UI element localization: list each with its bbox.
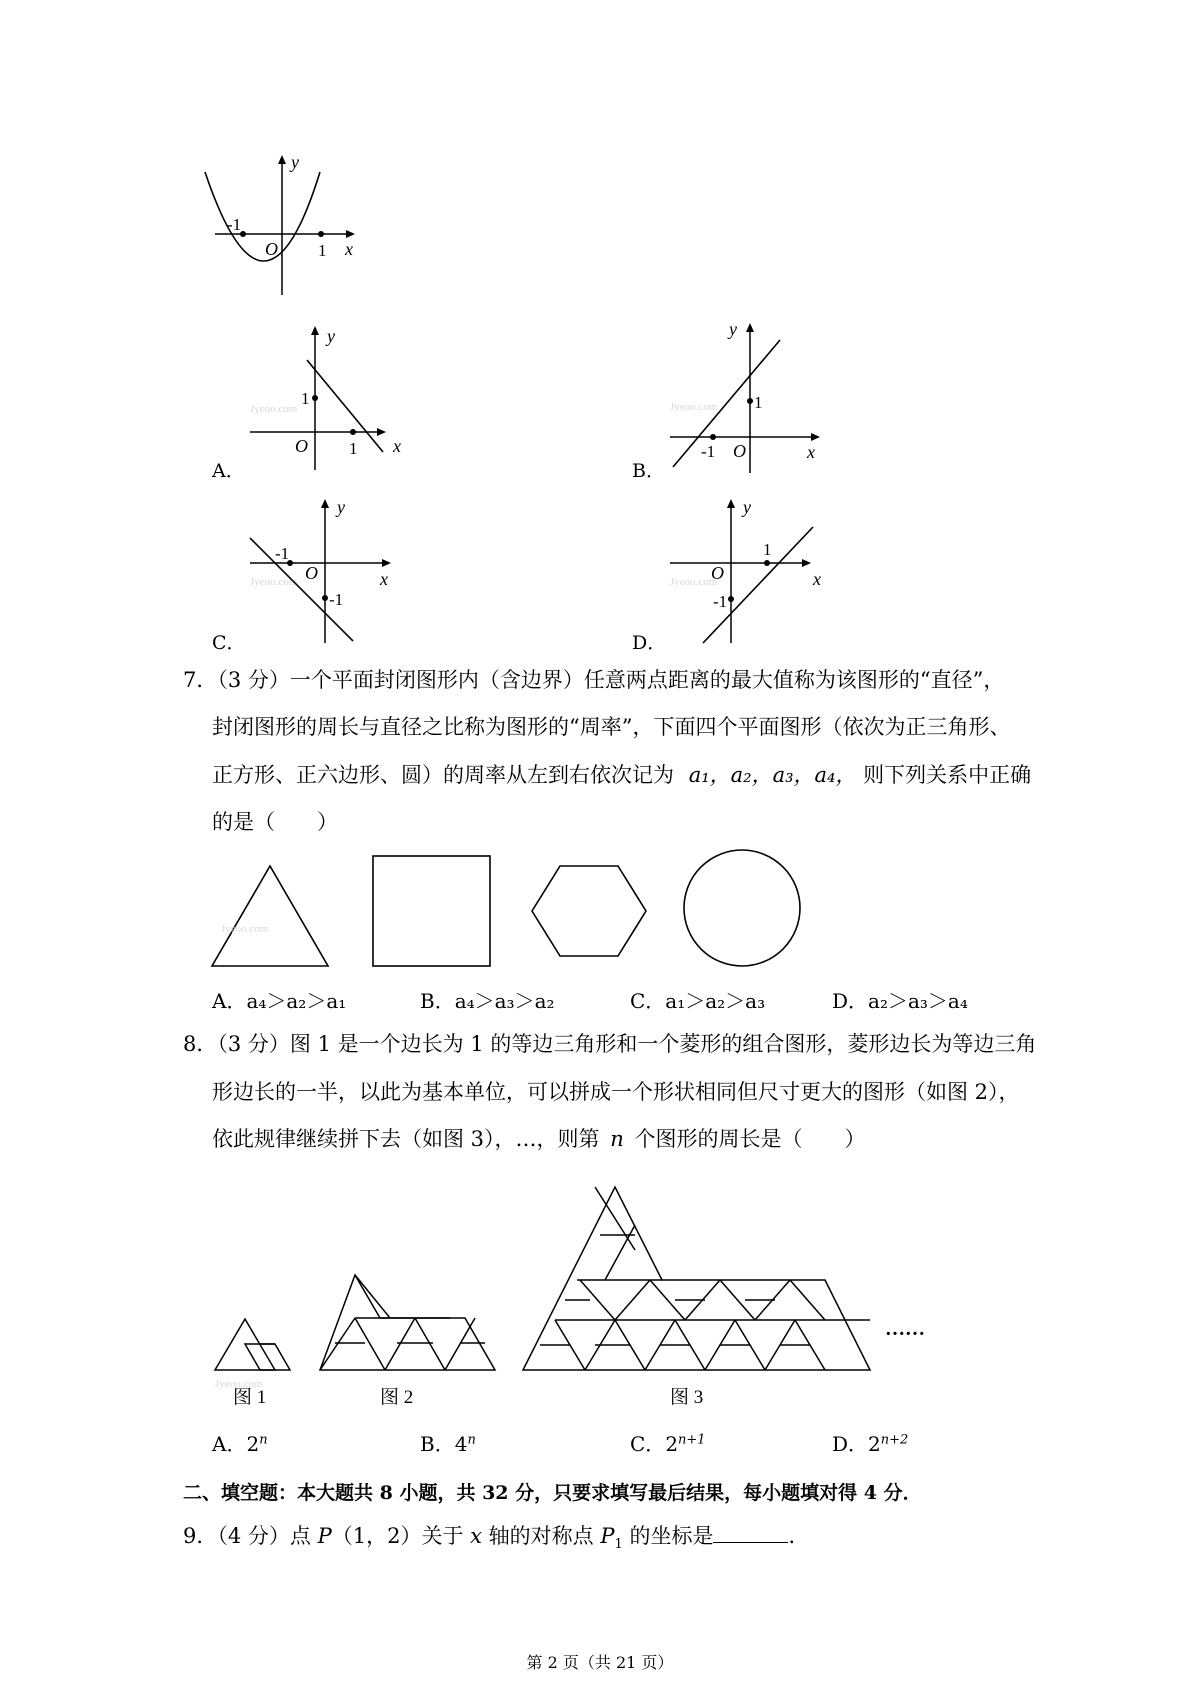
q7-option-b[interactable]: B．a₄＞a₃＞a₂ bbox=[420, 989, 555, 1013]
watermark: Jyeoo.com bbox=[670, 401, 718, 413]
parabola-graph bbox=[205, 150, 365, 300]
watermark: Jyeoo.com bbox=[250, 576, 298, 588]
q7-option-a[interactable]: A．a₄＞a₂＞a₁ bbox=[212, 989, 347, 1013]
watermark: Jyeoo.com bbox=[670, 576, 718, 588]
origin-label: O bbox=[305, 563, 318, 583]
q7-line-3 bbox=[212, 761, 1031, 789]
x-axis-label: x bbox=[807, 442, 815, 462]
q8-line-3 bbox=[212, 1125, 865, 1153]
y-axis-label: y bbox=[337, 497, 345, 517]
q9-mid: 轴的对称点 bbox=[488, 1524, 594, 1548]
figure-1 bbox=[215, 1319, 290, 1370]
q8-option-b-exp: n bbox=[467, 1432, 476, 1448]
q8-line-3-a: 依此规律继续拼下去（如图 3），…，则第 bbox=[212, 1127, 600, 1151]
q8-options bbox=[212, 1428, 1012, 1460]
q8-option-a[interactable] bbox=[212, 1428, 268, 1457]
x-axis-label: x bbox=[345, 239, 353, 259]
x-axis-label: x bbox=[380, 569, 388, 589]
q8-option-b-base: 4 bbox=[454, 1432, 468, 1456]
q9-point-p1: P bbox=[600, 1524, 615, 1548]
figure-2 bbox=[320, 1275, 495, 1370]
q8-option-c-exp: n+1 bbox=[678, 1432, 706, 1448]
tick-label: 1 bbox=[349, 439, 358, 458]
watermark: Jyeoo.com bbox=[250, 403, 298, 415]
answer-blank[interactable] bbox=[713, 1524, 788, 1543]
q9-end: ． bbox=[788, 1524, 810, 1548]
q9-axis-x: x bbox=[470, 1524, 482, 1548]
q9-point-p: P bbox=[317, 1524, 332, 1548]
equilateral-triangle bbox=[212, 866, 328, 966]
y-axis-label: y bbox=[291, 152, 299, 172]
q8-option-d-label: D． bbox=[832, 1432, 869, 1456]
option-c-label: C． bbox=[212, 632, 246, 654]
q7-line-2: 封闭图形的周长与直径之比称为图形的“周率”，下面四个平面图形（依次为正三角形、 bbox=[212, 715, 1011, 739]
x-axis-label: x bbox=[813, 569, 821, 589]
figure-3 bbox=[523, 1187, 870, 1370]
watermark: Jyeoo.com bbox=[215, 1378, 263, 1390]
q9-point-p1-sub: 1 bbox=[614, 1537, 623, 1553]
q8-option-c-base: 2 bbox=[665, 1432, 679, 1456]
tick-label: -1 bbox=[275, 544, 290, 563]
q8-option-c-label: C． bbox=[630, 1432, 666, 1456]
q8-line-1: 8．（3 分）图 1 是一个边长为 1 的等边三角形和一个菱形的组合图形，菱形边长为等边三角 bbox=[183, 1032, 1037, 1056]
tick-label: 1 bbox=[754, 393, 763, 412]
origin-label: O bbox=[265, 239, 278, 259]
q7-shapes bbox=[205, 848, 825, 978]
x-axis-label: x bbox=[393, 436, 401, 456]
q9-prefix: 9．（4 分）点 bbox=[183, 1524, 311, 1548]
q9-line bbox=[183, 1522, 809, 1559]
q7-option-c[interactable]: C．a₁＞a₂＞a₃ bbox=[630, 989, 766, 1013]
q9-tail: 的坐标是 bbox=[629, 1524, 714, 1548]
q8-option-d[interactable] bbox=[832, 1428, 908, 1457]
page-footer: 第 2 页（共 21 页） bbox=[526, 1653, 674, 1672]
figure-label: 图 1 bbox=[233, 1387, 267, 1408]
q8-option-c[interactable] bbox=[630, 1428, 706, 1457]
q8-line-3-b: 个图形的周长是（ ） bbox=[634, 1127, 866, 1151]
tick-label: -1 bbox=[713, 592, 728, 611]
q8-tiling-figures bbox=[205, 1165, 965, 1408]
option-a-graph bbox=[245, 320, 405, 475]
q7-line-4: 的是（ ） bbox=[212, 810, 338, 834]
option-d-graph bbox=[665, 493, 835, 648]
q8-option-a-exp: n bbox=[259, 1432, 268, 1448]
q8-option-b[interactable] bbox=[420, 1428, 476, 1457]
origin-label: O bbox=[733, 441, 746, 461]
q7-vars: a₁，a₂，a₃，a₄， bbox=[688, 763, 857, 787]
q8-option-a-base: 2 bbox=[246, 1432, 260, 1456]
q7-line-3-tail: 则下列关系中正确 bbox=[863, 763, 1032, 787]
q8-line-2: 形边长的一半，以此为基本单位，可以拼成一个形状相同但尺寸更大的图形（如图 2）， bbox=[212, 1080, 1020, 1104]
y-axis-label: y bbox=[743, 497, 751, 517]
q7-option-d[interactable]: D．a₂＞a₃＞a₄ bbox=[832, 989, 968, 1013]
q8-option-d-exp: n+2 bbox=[880, 1432, 909, 1448]
q8-option-d-base: 2 bbox=[868, 1432, 881, 1456]
option-c-graph bbox=[245, 493, 405, 648]
tick-label: -1 bbox=[701, 442, 716, 461]
option-a-label: A． bbox=[212, 460, 245, 482]
y-axis-label: y bbox=[327, 326, 335, 346]
y-axis-label: y bbox=[729, 319, 737, 339]
origin-label: O bbox=[711, 563, 724, 583]
option-d-label: D． bbox=[632, 632, 667, 654]
ellipsis: …… bbox=[885, 1318, 925, 1340]
q8-option-b-label: B． bbox=[420, 1432, 455, 1456]
q7-line-1: 7．（3 分）一个平面封闭图形内（含边界）任意两点距离的最大值称为该图形的“直径”， bbox=[183, 668, 1005, 692]
square bbox=[373, 856, 490, 966]
regular-hexagon bbox=[532, 866, 646, 956]
figure-label: 图 2 bbox=[380, 1387, 414, 1408]
tick-label: 1 bbox=[318, 241, 327, 260]
q8-option-a-label: A． bbox=[212, 1432, 247, 1456]
tick-label: -1 bbox=[227, 215, 242, 234]
figure-label: 图 3 bbox=[670, 1387, 704, 1408]
q7-options bbox=[212, 985, 1012, 1013]
tick-label: 1 bbox=[763, 540, 772, 559]
q8-var-n: n bbox=[610, 1127, 624, 1151]
q9-coords: （1，2）关于 bbox=[331, 1524, 464, 1548]
tick-label: -1 bbox=[329, 590, 344, 609]
circle bbox=[684, 850, 800, 966]
option-b-label: B． bbox=[632, 460, 665, 482]
origin-label: O bbox=[295, 436, 308, 456]
tick-label: 1 bbox=[301, 389, 310, 408]
option-b-graph bbox=[665, 315, 835, 475]
watermark: Jyeoo.com bbox=[221, 923, 269, 935]
section-heading: 二、填空题：本大题共 8 小题，共 32 分，只要求填写最后结果，每小题填对得 4 分． bbox=[183, 1482, 922, 1504]
q7-line-3-text: 正方形、正六边形、圆）的周率从左到右依次记为 bbox=[212, 763, 674, 787]
